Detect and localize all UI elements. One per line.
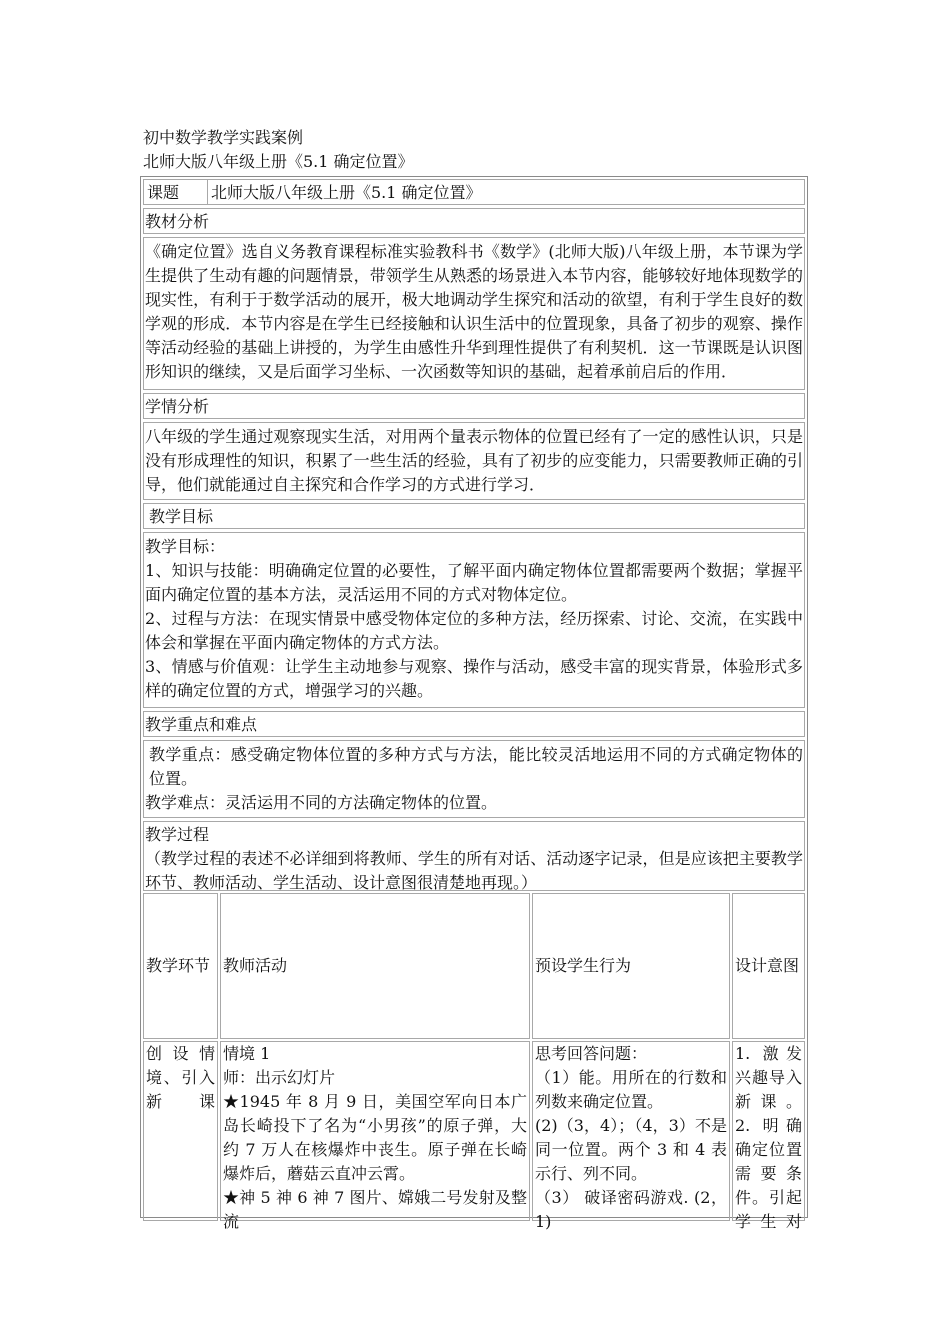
design-intent-cell <box>732 1041 805 1231</box>
student-line-2: （1）能。用所在的行数和列数来确定位置。 <box>535 1068 727 1111</box>
students-body-row <box>143 422 805 500</box>
keypoints-heading-row <box>143 711 805 737</box>
students-heading-row <box>143 393 805 419</box>
topic-value: 北师大版八年级上册《5.1 确定位置》 <box>211 183 482 202</box>
goal-item-knowledge: 1、知识与技能：明确确定位置的必要性，了解平面内确定物体位置都需要两个数据；掌握平面内确定位置的基本方法，灵活运用不同的方式对物体定位。 <box>145 561 803 604</box>
col-header-intent <box>732 893 805 1039</box>
goals-intro: 教学目标： <box>145 537 226 556</box>
material-text: 《确定位置》选自义务教育课程标准实验教科书《数学》(北师大版)八年级上册，本节课为学生提供了生动有趣的问题情景，带领学生从熟悉的场景进入本节内容，能够较好地体现数学的现实性，有利于于数学活动的展开，极大地调动学生探究和活动的欲望，有利于学生良好的数学观的形成．本节内容是在学生已经接触和认识生活中的位置现象，具备了初步的观察、操作等活动经验的基础上讲授的，为学生由感性升华到理性提供了有利契机．这一节课既是认识图形知识的继续，又是后面学习坐标、一次函数等知识的基础，起着承前启后的作用． <box>145 242 803 381</box>
intent-line-2: 2. 明确确定位置需要条件。引起学生对 <box>735 1116 802 1231</box>
intent-line-1: 1. 激发兴趣导入新课。 <box>735 1044 802 1111</box>
goal-item-emotion: 3、情感与价值观：让学生主动地参与观察、操作与活动，感受丰富的现实背景，体验形式多样的确定位置的方式，增强学习的兴趣。 <box>145 657 803 700</box>
goal-item-process: 2、过程与方法：在现实情景中感受物体定位的多种方法，经历探索、讨论、交流，在实践中体会和掌握在平面内确定物体的方式方法。 <box>145 609 803 652</box>
keypoints-body <box>145 743 803 815</box>
topic-row <box>143 179 805 205</box>
student-behavior <box>535 1042 727 1234</box>
col-header-intent-label: 设计意图 <box>735 956 800 975</box>
topic-value-cell <box>208 180 804 204</box>
difficult-point: 教学难点：灵活运用不同的方法确定物体的位置。 <box>145 793 498 812</box>
col-header-student <box>532 893 730 1039</box>
keypoints-heading: 教学重点和难点 <box>145 715 258 734</box>
col-header-student-label: 预设学生行为 <box>535 956 632 975</box>
topic-label-cell <box>144 180 208 204</box>
process-header-row <box>143 821 805 891</box>
students-text: 八年级的学生通过观察现实生活，对用两个量表示物体的位置已经有了一定的感性认识，只是没有形成理性的知识，积累了一些生活的经验，具有了初步的应变能力，只需要教师正确的引导，他们就能通过自主探究和合作学习的方式进行学习． <box>145 427 803 494</box>
teacher-line-2: 师：出示幻灯片 <box>223 1068 336 1087</box>
students-heading: 学情分析 <box>145 397 210 416</box>
stage-cell <box>143 1041 218 1221</box>
col-header-stage <box>143 893 218 1039</box>
lesson-plan-table <box>140 176 808 1231</box>
process-heading: 教学过程 <box>145 825 210 844</box>
stage-text: 创设情境、引入新课 <box>146 1044 215 1111</box>
topic-label: 课题 <box>147 183 180 202</box>
col-header-teacher-label: 教师活动 <box>223 956 288 975</box>
process-header <box>145 823 803 895</box>
goals-heading: 教学目标 <box>149 507 214 526</box>
process-table <box>143 893 805 1231</box>
student-line-1: 思考回答问题： <box>535 1044 648 1063</box>
document-subtitle: 北师大版八年级上册《5.1 确定位置》 <box>143 152 414 171</box>
document-title: 初中数学教学实践案例 <box>143 128 304 147</box>
teacher-line-4: ★神 5 神 6 神 7 图片、嫦娥二号发射及整流 <box>223 1188 527 1231</box>
goals-body <box>145 535 803 703</box>
col-header-teacher <box>220 893 530 1039</box>
key-point: 教学重点：感受确定物体位置的多种方式与方法，能比较灵活地运用不同的方式确定物体的位置。 <box>149 745 803 788</box>
material-body-row <box>143 237 805 390</box>
process-note: （教学过程的表述不必详细到将教师、学生的所有对话、活动逐字记录，但是应该把主要教学环节、教师活动、学生活动、设计意图很清楚地再现。） <box>145 849 803 892</box>
design-intent <box>735 1042 802 1234</box>
keypoints-body-row <box>143 740 805 818</box>
material-heading: 教材分析 <box>145 212 210 231</box>
teacher-activity-cell <box>220 1041 530 1231</box>
col-header-stage-label: 教学环节 <box>146 956 211 975</box>
material-heading-row <box>143 208 805 234</box>
teacher-activity <box>223 1042 527 1234</box>
goals-heading-row <box>143 503 805 529</box>
teacher-line-1: 情境 1 <box>223 1044 271 1063</box>
student-behavior-cell <box>532 1041 730 1231</box>
goals-body-row <box>143 532 805 708</box>
student-line-4: （3） 破译密码游戏. (2，1) <box>535 1188 727 1231</box>
teacher-line-3: ★1945 年 8 月 9 日，美国空军向日本广岛长崎投下了名为“小男孩”的原子弹，大约 7 万人在核爆炸中丧生。原子弹在长崎爆炸后，蘑菇云直冲云霄。 <box>223 1092 527 1183</box>
student-line-3: (2)（3，4）；（4，3）不是同一位置。两个 3 和 4 表示行、列不同。 <box>535 1116 727 1183</box>
